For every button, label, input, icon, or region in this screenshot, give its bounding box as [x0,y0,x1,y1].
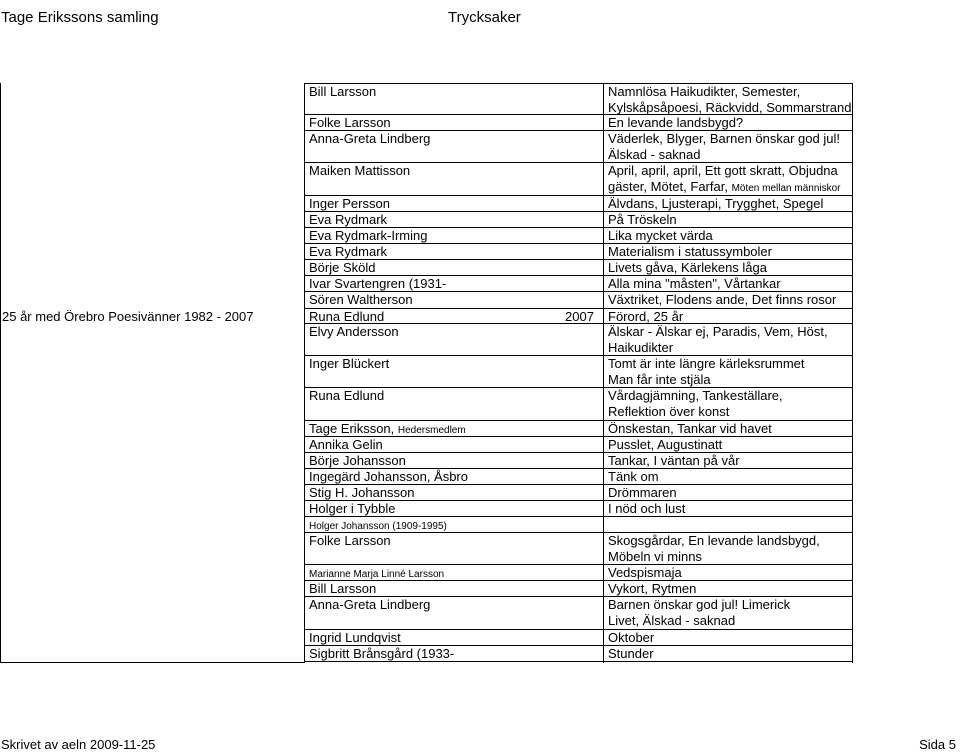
author-name [309,244,387,259]
author-name [309,630,401,645]
author-name [309,163,410,178]
author-text: Bill Larsson [309,581,377,596]
work-titles [608,131,840,146]
author-name [309,646,454,661]
author-name [309,228,427,243]
work-titles [608,549,702,564]
work-titles [608,260,767,275]
work-titles [608,646,654,661]
author-name [309,276,446,291]
work-titles [608,469,659,484]
author-text: Börje Sköld [309,260,376,275]
author-text: Sigbritt Brånsgård (1933- [309,646,455,661]
row-divider [304,564,852,565]
work-titles [608,581,696,596]
table-border-left [0,83,1,663]
work-titles [608,613,735,628]
work-titles [608,501,685,516]
work-titles [608,228,713,243]
work-titles-text: Tänk om [608,469,659,484]
work-titles-text: Tomt är inte längre kärleksrummet [608,356,805,371]
author-name [309,324,399,339]
work-titles [608,244,772,259]
work-titles [608,276,781,291]
author-name [309,115,391,130]
work-titles-text: Livets gåva, Kärlekens låga [608,260,767,275]
author-text: Eva Rydmark [309,212,388,227]
work-titles-text: Älvdans, Ljusterapi, Trygghet, Spegel [608,196,824,211]
section-label: 25 år med Örebro Poesivänner 1982 - 2007 [2,309,254,324]
row-divider [304,516,852,517]
document-header-title: Trycksaker [448,9,521,26]
work-titles [608,163,838,178]
author-name [309,581,376,596]
author-text: Inger Blückert [309,356,390,371]
author-text: Ivar Svartengren (1931- [309,276,447,291]
work-titles [608,533,820,548]
work-titles-text: Livet, Älskad - saknad [608,613,736,628]
author-name [309,309,384,324]
author-name [309,533,391,548]
author-text: Ingegärd Johansson, Åsbro [309,469,468,484]
work-titles-text: I nöd och lust [608,501,686,516]
work-titles-text: Tankar, I väntan på vår [608,453,740,468]
author-text: Elvy Andersson [309,324,399,339]
work-titles [608,404,729,419]
work-titles-text: Önskestan, Tankar vid havet [608,421,772,436]
document-header-left: Tage Erikssons samling [1,9,159,26]
author-text: Folke Larsson [309,115,391,130]
author-text: Bill Larsson [309,84,377,99]
author-name [309,356,389,371]
author-name [309,196,390,211]
work-titles [608,179,841,196]
author-text: Eva Rydmark-Irming [309,228,428,243]
author-name [309,437,383,452]
work-titles-text: gäster, Mötet, Farfar, [608,179,732,194]
work-titles-text: Växtriket, Flodens ande, Det finns rosor [608,292,837,307]
author-name [309,501,395,516]
work-titles-text: Drömmaren [608,485,677,500]
author-text: Anna-Greta Lindberg [309,597,431,612]
column-divider-title [603,83,604,663]
work-titles-text: Namnlösa Haikudikter, Semester, [608,84,801,99]
author-name [309,485,415,500]
work-titles [608,84,800,99]
footer-author-date: Skrivet av aeln 2009-11-25 [1,737,156,752]
author-name [309,292,413,307]
author-name [309,453,406,468]
author-text: Tage Eriksson, [309,421,398,436]
work-titles-text: Lika mycket värda [608,228,713,243]
work-titles [608,147,701,162]
author-text: Folke Larsson [309,533,391,548]
work-titles-text: Man får inte stjäla [608,372,711,387]
work-titles [608,309,683,324]
work-titles-text: Vårdagjämning, Tankeställare, [608,388,783,403]
work-titles-text: Pusslet, Augustinatt [608,437,723,452]
work-titles-text: Vedspismaja [608,565,682,580]
author-name [309,84,376,99]
work-titles-text: Stunder [608,646,654,661]
work-titles-text: Förord, 25 år [608,309,684,324]
column-divider-right [852,83,853,663]
work-titles-note: Möten mellan människor [731,183,841,194]
work-titles-text: Skogsgårdar, En levande landsbygd, [608,533,820,548]
work-titles [608,597,790,612]
work-titles-text: Vykort, Rytmen [608,581,697,596]
author-name: Marianne Marja Linné Larsson [309,569,445,580]
author-text: Holger i Tybble [309,501,396,516]
work-titles [608,340,673,355]
work-titles [608,388,783,403]
work-titles [608,421,772,436]
work-titles-text: Kylskåpsåpoesi, Räckvidd, Sommarstrand [608,100,852,115]
work-titles-text: På Tröskeln [608,212,677,227]
author-name [309,131,430,146]
work-titles-text: Älskad - saknad [608,147,701,162]
row-divider [304,259,852,260]
author-text: Inger Persson [309,196,390,211]
work-titles-text: Möbeln vi minns [608,549,702,564]
column-divider-author [304,83,305,663]
author-text: Anna-Greta Lindberg [309,131,431,146]
work-titles [608,100,852,115]
author-text: Börje Johansson [309,453,406,468]
author-name [309,260,375,275]
work-titles-text: Älskar - Älskar ej, Paradis, Vem, Höst, [608,324,828,339]
work-titles [608,324,828,339]
author-name: Holger Johansson (1909-1995) [309,521,447,532]
work-titles [608,630,654,645]
work-titles [608,356,805,371]
work-titles [608,372,711,387]
table-border-bottom [0,662,304,663]
author-text: Runa Edlund [309,388,385,403]
work-titles-text: Haikudikter [608,340,674,355]
author-text: Annika Gelin [309,437,383,452]
work-titles [608,485,677,500]
work-titles [608,196,823,211]
work-titles-text: Materialism i statussymboler [608,244,772,259]
work-titles-text: En levande landsbygd? [608,115,744,130]
footer-page-number: Sida 5 [919,737,956,752]
author-text: Runa Edlund [309,309,385,324]
publication-year: 2007 [565,309,594,324]
work-titles [608,212,677,227]
row-divider [304,661,852,662]
author-name [309,421,466,438]
author-text: Stig H. Johansson [309,485,415,500]
work-titles-text: April, april, april, Ett gott skratt, Objudna [608,163,838,178]
author-name [309,469,468,484]
work-titles [608,437,722,452]
work-titles-text: Reflektion över konst [608,404,730,419]
author-text: Sören Waltherson [309,292,413,307]
catalog-table [0,83,960,663]
work-titles-text: Väderlek, Blyger, Barnen önskar god jul! [608,131,840,146]
work-titles [608,565,682,580]
work-titles-text: Oktober [608,630,655,645]
author-name [309,597,430,612]
work-titles [608,115,743,130]
author-name [309,212,387,227]
author-text: Ingrid Lundqvist [309,630,401,645]
work-titles [608,453,740,468]
author-text: Eva Rydmark [309,244,388,259]
work-titles [608,292,836,307]
author-note: Hedersmedlem [397,425,466,436]
author-text: Maiken Mattisson [309,163,411,178]
work-titles-text: Alla mina "måsten", Vårtankar [608,276,781,291]
author-name [309,388,384,403]
work-titles-text: Barnen önskar god jul! Limerick [608,597,791,612]
